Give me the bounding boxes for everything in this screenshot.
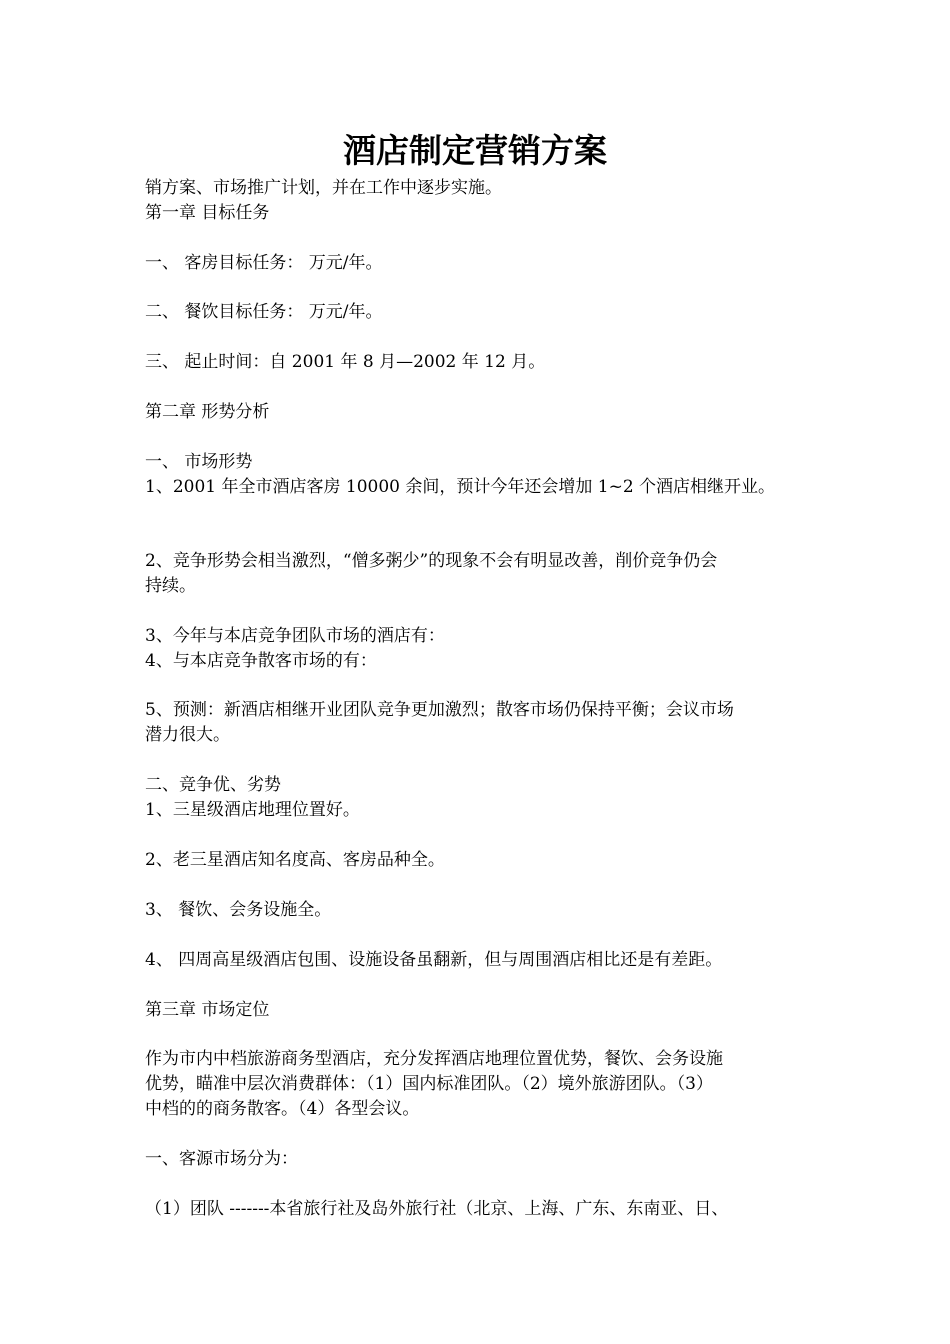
- paragraph-line: 2、老三星酒店知名度高、客房品种全。: [145, 850, 445, 870]
- market-situation-heading: 一、 市场形势: [145, 452, 253, 472]
- chapter-2-heading: 第二章 形势分析: [145, 402, 270, 422]
- paragraph-line: 1、2001 年全市酒店客房 10000 余间，预计今年还会增加 1~2 个酒店相继开业。: [145, 477, 776, 497]
- paragraph-line: 3、今年与本店竞争团队市场的酒店有：: [145, 626, 445, 646]
- chapter-1-heading: 第一章 目标任务: [145, 203, 270, 223]
- document-title: 酒店制定营销方案: [343, 131, 607, 170]
- paragraph-line: 2、竞争形势会相当激烈，“僧多粥少”的现象不会有明显改善，削价竞争仍会: [145, 551, 718, 571]
- paragraph-line: 潜力很大。: [145, 725, 230, 745]
- paragraph-line: 4、 四周高星级酒店包围、设施设备虽翻新，但与周围酒店相比还是有差距。: [145, 950, 723, 970]
- chapter-3-heading: 第三章 市场定位: [145, 1000, 270, 1020]
- paragraph-line: 作为市内中档旅游商务型酒店，充分发挥酒店地理位置优势，餐饮、会务设施: [145, 1049, 723, 1069]
- room-target-line: 一、 客房目标任务： 万元/年。: [145, 253, 383, 273]
- paragraph-line: 3、 餐饮、会务设施全。: [145, 900, 332, 920]
- paragraph-line: 优势，瞄准中层次消费群体：（1）国内标准团队。（2）境外旅游团队。（3）: [145, 1074, 713, 1094]
- intro-line: 销方案、市场推广计划，并在工作中逐步实施。: [145, 178, 502, 198]
- paragraph-line: 持续。: [145, 576, 196, 596]
- paragraph-line: （1）团队 -------本省旅行社及岛外旅行社（北京、上海、广东、东南亚、日、: [145, 1199, 729, 1219]
- competition-heading: 二、竞争优、劣势: [145, 775, 281, 795]
- paragraph-line: 5、预测：新酒店相继开业团队竞争更加激烈；散客市场仍保持平衡；会议市场: [145, 700, 734, 720]
- paragraph-line: 中档的的商务散客。（4）各型会议。: [145, 1099, 420, 1119]
- source-market-heading: 一、客源市场分为：: [145, 1149, 298, 1169]
- period-line: 三、 起止时间：自 2001 年 8 月—2002 年 12 月。: [145, 352, 546, 372]
- paragraph-line: 4、与本店竞争散客市场的有：: [145, 651, 377, 671]
- paragraph-line: 1、三星级酒店地理位置好。: [145, 800, 360, 820]
- catering-target-line: 二、 餐饮目标任务： 万元/年。: [145, 302, 383, 322]
